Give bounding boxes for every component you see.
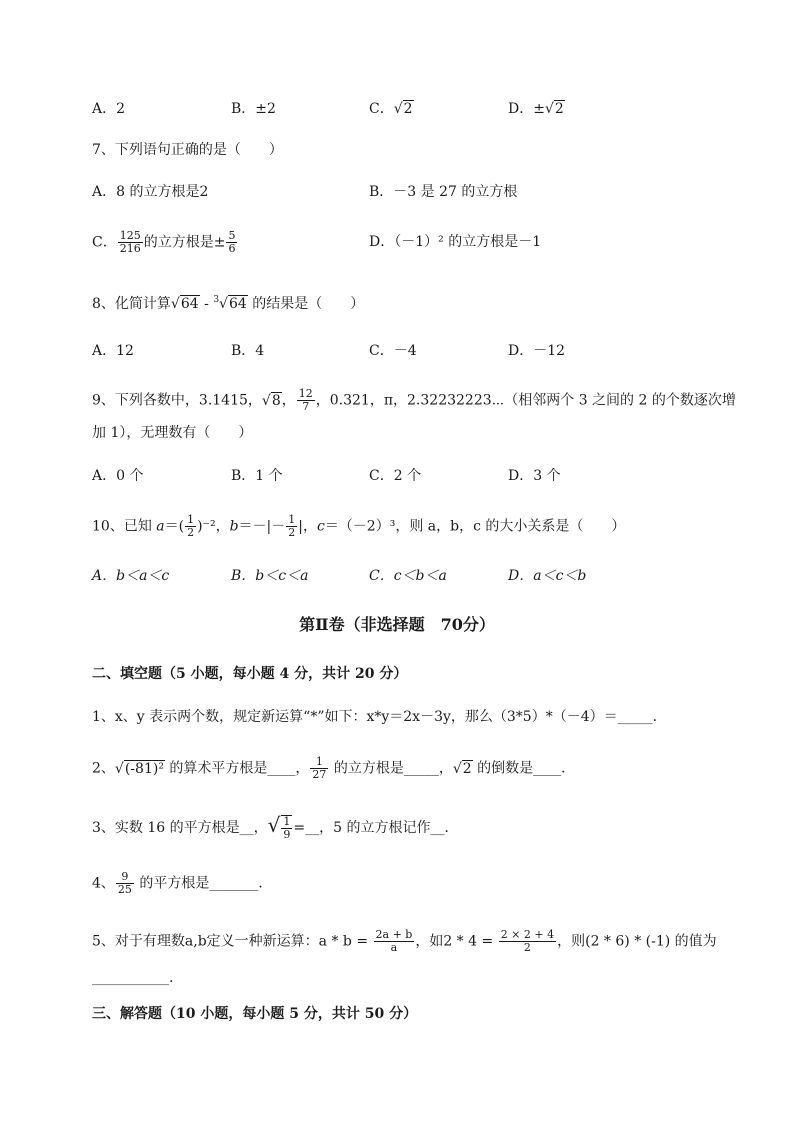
sqrt-expression: √(-81)²: [114, 760, 164, 777]
sqrt-fraction: √ $\frac{1}{9}$: [267, 813, 291, 841]
var-b: b: [229, 518, 239, 535]
fraction: $\frac{9}{25}$: [117, 870, 132, 896]
q7-option-a: A．8 的立方根是2: [92, 184, 209, 200]
q6-option-b: B．±2: [231, 101, 276, 117]
fraction: $\frac{1}{2}$: [288, 513, 296, 539]
q10-eq2-post: |，: [298, 518, 317, 535]
q9-option-d: D．3 个: [508, 468, 561, 484]
fill-q1: 1、x、y 表示两个数，规定新运算“*”如下：x*y＝2x－3y，那么（3*5）*（－4）＝_____．: [92, 709, 667, 725]
q8-stem: [92, 290, 364, 314]
fill-q3-pre: 3、实数 16 的平方根是__，: [92, 820, 268, 836]
fill-q2: [92, 756, 575, 781]
q9-stem: 9、下列各数中，3.1415，√8， $\frac{12}{7}$ ，0.321，π，2.32232223⋯（相邻两个 3 之间的 2 的个数逐次增: [92, 387, 736, 413]
fill-q2-pre: 2、: [92, 760, 115, 777]
q10-eq2: ＝－|－: [238, 518, 286, 535]
fill-q3-post: =__，5 的立方根记作__．: [293, 820, 459, 836]
q8-stem-pre: 8、化简计算: [92, 296, 171, 312]
fill-q4-post: 的平方根是_______．: [134, 875, 273, 892]
q9-option-b: B．1 个: [231, 468, 283, 484]
fill-q2-mid2: 的立方根是_____，: [329, 760, 453, 777]
q8-minus: -: [199, 296, 214, 312]
fill-q5: [92, 929, 717, 954]
q7-option-d: D．（－1）² 的立方根是－1: [369, 234, 542, 250]
q6-option-a: A．2: [92, 101, 126, 117]
q10-comma: ，: [215, 518, 230, 535]
fill-section-header: 二、填空题（5 小题，每小题 4 分，共计 20 分）: [92, 666, 408, 682]
cbrt-64: $^3$√64: [213, 295, 247, 312]
q10-option-a: A．b＜a＜c: [92, 568, 170, 584]
fill-q3: [92, 815, 458, 841]
q10-eq1: ＝(: [164, 518, 185, 535]
q7-option-b: B．－3 是 27 的立方根: [369, 184, 518, 200]
fill-q4: [92, 871, 272, 896]
fill-q2-post: 的倒数是____．: [472, 760, 576, 777]
fill-q5-mid: ，如2 * 4 =: [415, 933, 498, 950]
fraction: $\frac{125}{216}$: [119, 229, 141, 255]
q10-option-c: C．c＜b＜a: [369, 568, 447, 584]
sqrt-64: √64: [170, 296, 199, 312]
q7-stem: 7、下列语句正确的是（ ）: [92, 142, 283, 158]
q8-stem-post: 的结果是（ ）: [247, 296, 365, 312]
fill-q4-pre: 4、: [92, 875, 115, 892]
q7-c-prefix: C．: [92, 234, 117, 251]
sqrt-8: √8: [261, 392, 281, 409]
fill-q5-post: ，则(2 * 6) * (-1) 的值为: [557, 933, 717, 950]
part2-title: 第Ⅱ卷（非选择题 70分）: [299, 615, 495, 634]
var-c: c: [316, 518, 325, 535]
fill-q2-mid1: 的算术平方根是____，: [164, 760, 310, 777]
q10-pre: 10、已知: [92, 518, 157, 535]
fraction: $\frac{1}{2}$: [187, 513, 195, 539]
q8-option-a: A．12: [92, 343, 134, 359]
q10-eq3: ＝（－2）³，则: [324, 518, 428, 535]
q10-option-b: B．b＜c＜a: [231, 568, 309, 584]
var-a: a: [156, 518, 165, 535]
q10-stem: [92, 514, 625, 539]
q10-tail: a，b，c 的大小关系是（ ）: [427, 518, 626, 535]
fill-q5-pre: 5、对于有理数a,b定义一种新运算：a * b =: [92, 933, 373, 950]
q6-option-c: [369, 99, 414, 119]
q10-option-d: D．a＜c＜b: [508, 568, 587, 584]
q7-option-c: [92, 230, 238, 255]
q8-option-c: C．－4: [369, 343, 417, 359]
q9-stem-line2: 加 1），无理数有（ ）: [92, 425, 253, 441]
q8-option-b: B．4: [231, 343, 265, 359]
q9-option-c: C．2 个: [369, 468, 422, 484]
q6-option-d-label: D．±: [508, 101, 545, 117]
sqrt-2: √2: [452, 760, 472, 777]
q6-option-c-label: C．: [369, 101, 394, 117]
fraction: $\frac{1}{27}$: [312, 755, 327, 781]
fill-q5-line2: ___________.: [92, 970, 174, 986]
sqrt-2: √2: [393, 101, 413, 117]
q9-option-a: A．0 个: [92, 468, 144, 484]
sqrt-2: √2: [544, 101, 564, 117]
q9-stem-pre: 9、下列各数中，3.1415，: [92, 392, 262, 409]
q8-option-d: D．－12: [508, 343, 566, 359]
q10-exp: )⁻²: [197, 518, 216, 535]
q7-c-mid: 的立方根是±: [143, 234, 226, 251]
fraction: $\frac{5}{6}$: [228, 229, 236, 255]
fraction: $\frac{2a + b}{a}$: [375, 928, 413, 954]
q6-option-d: [508, 99, 565, 119]
q9-stem-post: ，0.321，π，2.32232223⋯（相邻两个 3 之间的 2 的个数逐次增: [315, 392, 736, 409]
fraction: $\frac{2 \times 2 + 4}{2}$: [500, 928, 555, 954]
fraction: $\frac{12}{7}$: [298, 387, 313, 413]
solve-section-header: 三、解答题（10 小题，每小题 5 分，共计 50 分）: [92, 1006, 418, 1022]
